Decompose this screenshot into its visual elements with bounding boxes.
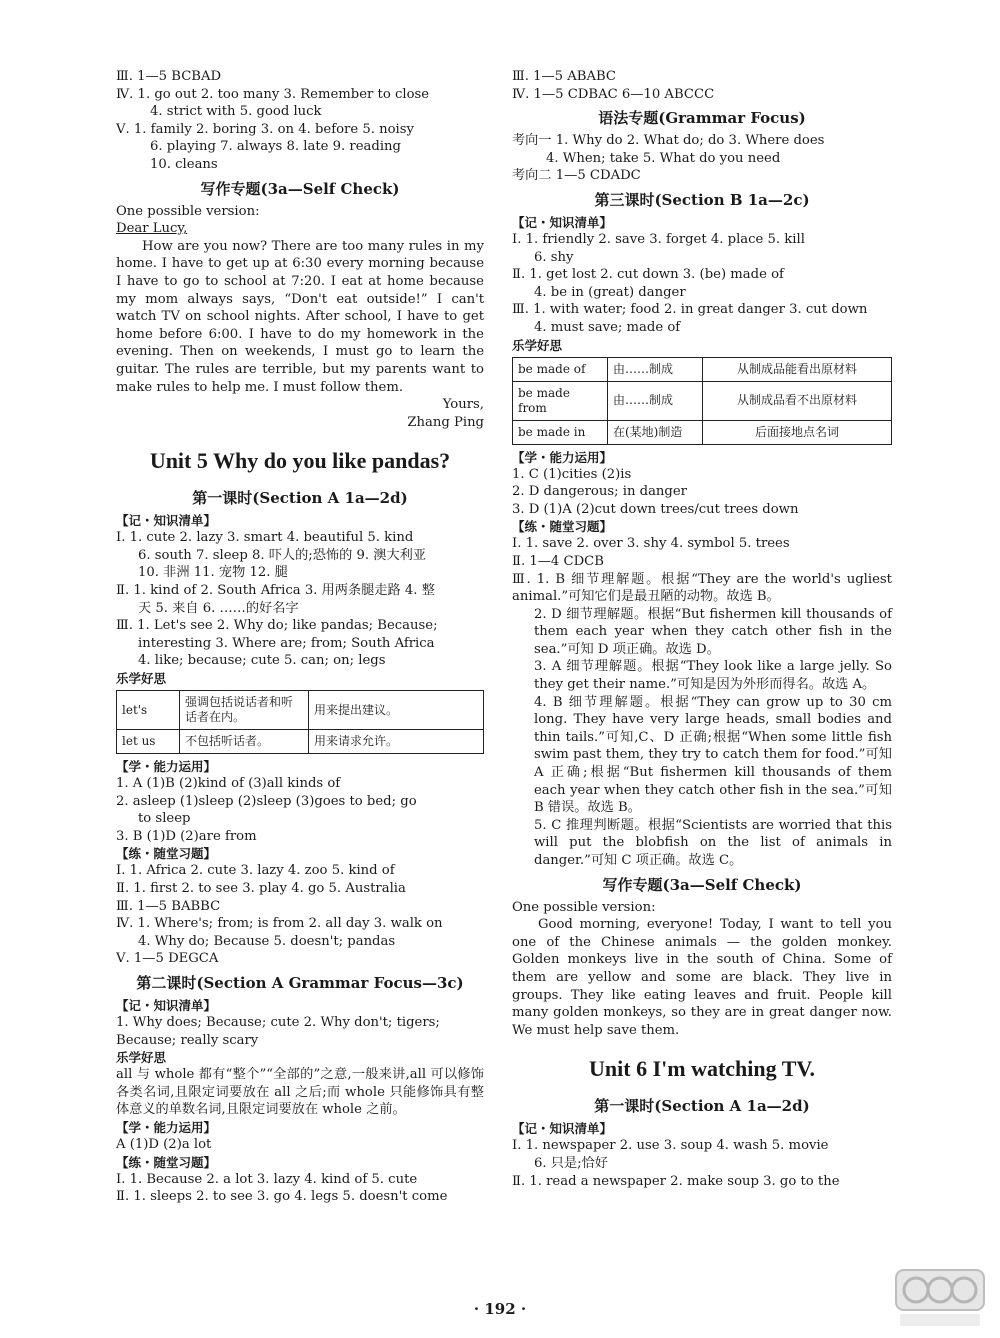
lesson1-title: 第一课时(Section A 1a—2d) bbox=[192, 489, 408, 508]
grammar-note: all 与 whole 都有“整个”“全部的”之意,一般来讲,all 可以修饰各类名词,且限定词要放在 all 之后;而 whole 只能修饰具有整体意义的单数名词,且限定词要放在 whole 之前。 bbox=[116, 1067, 484, 1118]
answer-line: Ⅰ. 1. newspaper 2. use 3. soup 4. wash 5. movie bbox=[512, 1138, 829, 1154]
answer-line: Ⅲ. 1—5 BABBC bbox=[116, 898, 221, 914]
answer-line: Ⅲ. 1—5 BCBAD bbox=[116, 69, 222, 84]
answer-line: 4. strict with 5. good luck bbox=[150, 104, 322, 120]
table-cell: be made of bbox=[513, 357, 608, 381]
section-title-writing: 写作专题(3a—Self Check) bbox=[602, 875, 802, 894]
label-lian: 【练・随堂习题】 bbox=[116, 1154, 217, 1170]
letter-sign: Zhang Ping bbox=[407, 414, 484, 430]
label-ji: 【记・知识清单】 bbox=[512, 214, 613, 230]
answer-line: Ⅱ. 1. read a newspaper 2. make soup 3. go to the bbox=[512, 1173, 840, 1189]
table-row bbox=[513, 381, 892, 420]
letter-intro: One possible version: bbox=[116, 203, 260, 219]
answer-line: 3. B (1)D (2)are from bbox=[116, 828, 257, 844]
table-cell: 用来请求允许。 bbox=[309, 730, 484, 754]
answer-line: 6. playing 7. always 8. late 9. reading bbox=[150, 139, 401, 155]
label-xue: 【学・能力运用】 bbox=[512, 449, 613, 465]
answer-line: 考向一 1. Why do 2. What do; do 3. Where does bbox=[512, 133, 825, 149]
label-xue: 【学・能力运用】 bbox=[116, 759, 217, 775]
table-row bbox=[117, 691, 484, 730]
essay-body bbox=[512, 916, 892, 1039]
table-cell: be made from bbox=[513, 381, 608, 420]
label-ji: 【记・知识清单】 bbox=[512, 1121, 613, 1137]
unit6-title: Unit 6 I'm watching TV. bbox=[589, 1056, 815, 1082]
table-cell: 从制成品看不出原材料 bbox=[703, 381, 892, 420]
section-title-writing: 写作专题(3a—Self Check) bbox=[200, 179, 400, 198]
answer-line: Ⅱ. 1. kind of 2. South Africa 3. 用两条腿走路 4. 整 bbox=[116, 583, 435, 599]
label-le: 乐学好思 bbox=[116, 671, 167, 687]
table-cell: 从制成品能看出原材料 bbox=[703, 357, 892, 381]
answer-line: Ⅳ. 1. Where's; from; is from 2. all day 3. walk on bbox=[116, 916, 443, 932]
table-cell: 由……制成 bbox=[608, 357, 703, 381]
table-cell: let's bbox=[117, 691, 180, 730]
table-row bbox=[513, 357, 892, 381]
answer-line: Ⅴ. 1. family 2. boring 3. on 4. before 5. noisy bbox=[116, 121, 414, 137]
lesson1-title: 第一课时(Section A 1a—2d) bbox=[594, 1097, 810, 1116]
lesson3-title: 第三课时(Section B 1a—2c) bbox=[594, 190, 810, 209]
table-row bbox=[117, 730, 484, 754]
answer-line: 4. be in (great) danger bbox=[534, 284, 686, 300]
answer-line: 考向二 1—5 CDADC bbox=[512, 168, 641, 184]
answer-line: 4. Why do; Because 5. doesn't; pandas bbox=[138, 933, 396, 949]
table-cell: 不包括听话者。 bbox=[180, 730, 309, 754]
watermark-logo bbox=[894, 1268, 986, 1330]
answer-line: Ⅳ. 1—5 CDBAC 6—10 ABCCC bbox=[512, 86, 715, 102]
reading-answer: 2. D 细节理解题。根据“But fishermen kill thousands of them each year when they catch other fish in the sea.”可知 D 项正确。故选 D。 bbox=[534, 606, 892, 657]
answer-line: Ⅱ. 1. sleeps 2. to see 3. go 4. legs 5. doesn't come bbox=[116, 1189, 448, 1205]
answer-line: interesting 3. Where are; from; South Africa bbox=[138, 635, 435, 651]
table-cell: be made in bbox=[513, 420, 608, 444]
label-lian: 【练・随堂习题】 bbox=[116, 846, 217, 862]
label-xue: 【学・能力运用】 bbox=[116, 1119, 217, 1135]
answer-line: 1. C (1)cities (2)is bbox=[512, 466, 632, 482]
answer-line: A (1)D (2)a lot bbox=[116, 1136, 212, 1152]
right-column bbox=[512, 68, 892, 1190]
reading-answer: 4. B 细节理解题。根据“They can grow up to 30 cm long. They have very large heads, small bodies and thin tails.”可知,C、D 正确;根据“When some little fish swim past them, they try to catch them for food.”可知 A 正确;根据“But fishermen kill thousands of them each year when they catch other fish in the sea.”可知 B 错误。故选 B。 bbox=[534, 694, 892, 816]
answer-line: Ⅱ. 1—4 CDCB bbox=[512, 553, 604, 569]
answer-line: Ⅳ. 1. go out 2. too many 3. Remember to close bbox=[116, 86, 430, 102]
reading-answer: 3. A 细节理解题。根据“They look like a large jelly. So they get their name.”可知是因为外形而得名。故选 A。 bbox=[534, 659, 892, 693]
answer-line: 3. D (1)A (2)cut down trees/cut trees down bbox=[512, 501, 799, 517]
answer-line: 4. must save; made of bbox=[534, 319, 681, 335]
answer-line: 1. Why does; Because; cute 2. Why don't; tigers; bbox=[116, 1014, 440, 1030]
answer-line: Ⅲ. 1—5 ABABC bbox=[512, 69, 617, 84]
answer-line: Ⅰ. 1. friendly 2. save 3. forget 4. place 5. kill bbox=[512, 231, 805, 247]
table-cell: 由……制成 bbox=[608, 381, 703, 420]
table-row bbox=[513, 420, 892, 444]
page-number: · 192 · bbox=[473, 1300, 527, 1318]
table-cell: 在(某地)制造 bbox=[608, 420, 703, 444]
answer-line: Ⅴ. 1—5 DEGCA bbox=[116, 951, 219, 967]
answer-line: Because; really scary bbox=[116, 1032, 259, 1048]
answer-line: 4. like; because; cute 5. can; on; legs bbox=[138, 653, 386, 669]
comparison-table bbox=[116, 690, 484, 754]
label-ji: 【记・知识清单】 bbox=[116, 997, 217, 1013]
label-le: 乐学好思 bbox=[512, 337, 563, 353]
table-cell: 后面接地点名词 bbox=[703, 420, 892, 444]
answer-line: Ⅰ. 1. Africa 2. cute 3. lazy 4. zoo 5. kind of bbox=[116, 863, 395, 879]
label-lian: 【练・随堂习题】 bbox=[512, 519, 613, 535]
unit5-title: Unit 5 Why do you like pandas? bbox=[149, 448, 451, 474]
answer-line: 1. A (1)B (2)kind of (3)all kinds of bbox=[116, 776, 341, 792]
answer-line: Ⅱ. 1. get lost 2. cut down 3. (be) made of bbox=[512, 267, 784, 283]
answer-line: 天 5. 来自 6. ……的好名字 bbox=[138, 600, 299, 616]
answer-line: 10. cleans bbox=[150, 156, 218, 172]
answer-line: Ⅰ. 1. Because 2. a lot 3. lazy 4. kind of 5. cute bbox=[116, 1171, 418, 1187]
reading-answer: 5. C 推理判断题。根据“Scientists are worried that this will put the blobfish on the list of animals in danger.”可知 C 项正确。故选 C。 bbox=[534, 817, 892, 868]
answer-line: 6. 只是;恰好 bbox=[534, 1155, 608, 1171]
letter-salutation: Dear Lucy, bbox=[116, 221, 188, 237]
answer-line: Ⅰ. 1. cute 2. lazy 3. smart 4. beautiful 5. kind bbox=[116, 530, 414, 546]
answer-line: Ⅲ. 1. Let's see 2. Why do; like pandas; Because; bbox=[116, 618, 438, 634]
reading-answer: Ⅲ. 1. B 细节理解题。根据“They are the world's ugliest animal.”可知它们是最丑陋的动物。故选 B。 bbox=[512, 571, 892, 605]
letter-close: Yours, bbox=[442, 397, 484, 413]
left-column bbox=[116, 68, 484, 1206]
answer-line: 10. 非洲 11. 宠物 12. 腿 bbox=[138, 565, 288, 581]
answer-line: 2. asleep (1)sleep (2)sleep (3)goes to bed; go bbox=[116, 793, 417, 809]
label-le: 乐学好思 bbox=[116, 1050, 167, 1066]
answer-line: 4. When; take 5. What do you need bbox=[546, 150, 781, 166]
essay-body-text: Good morning, everyone! Today, I want to tell you one of the Chinese animals — the golden monkey. Golden monkeys live in the south of China. Some of them are yellow and some are black. They live in groups. They like eating leaves and fruit. People kill many golden monkeys, so they are in great danger now. We must help save them. bbox=[512, 917, 892, 1038]
table-cell: 用来提出建议。 bbox=[309, 691, 484, 730]
answer-line: Ⅲ. 1. with water; food 2. in great danger 3. cut down bbox=[512, 302, 868, 318]
answer-line: Ⅰ. 1. save 2. over 3. shy 4. symbol 5. trees bbox=[512, 536, 790, 552]
lesson2-title: 第二课时(Section A Grammar Focus—3c) bbox=[136, 973, 464, 992]
answer-line: 6. shy bbox=[534, 249, 574, 265]
label-ji: 【记・知识清单】 bbox=[116, 513, 217, 529]
letter-body-text: How are you now? There are too many rules in my home. I have to get up at 6:30 every morning because I have to go to school at 7:20. I eat at home because my mom always says, “Don't eat outside!” I can't watch TV on school nights. After school, I have to get home before 6:00. I have to do my homework in the evening. Then on weekends, I must go to learn the guitar. The rules are terrible, but my parents want to make rules to help me. I must follow them. bbox=[116, 238, 484, 395]
answer-line: to sleep bbox=[138, 811, 191, 827]
comparison-table bbox=[512, 357, 892, 445]
answer-line: Ⅱ. 1. first 2. to see 3. play 4. go 5. Australia bbox=[116, 881, 406, 896]
table-cell: let us bbox=[117, 730, 180, 754]
answer-line: 2. D dangerous; in danger bbox=[512, 484, 687, 500]
table-cell: 强调包括说话者和听话者在内。 bbox=[180, 691, 309, 730]
section-title-grammar: 语法专题(Grammar Focus) bbox=[598, 109, 806, 128]
essay-intro: One possible version: bbox=[512, 899, 656, 915]
answer-line: 6. south 7. sleep 8. 吓人的;恐怖的 9. 澳大利亚 bbox=[138, 547, 427, 563]
letter-body bbox=[116, 238, 484, 396]
